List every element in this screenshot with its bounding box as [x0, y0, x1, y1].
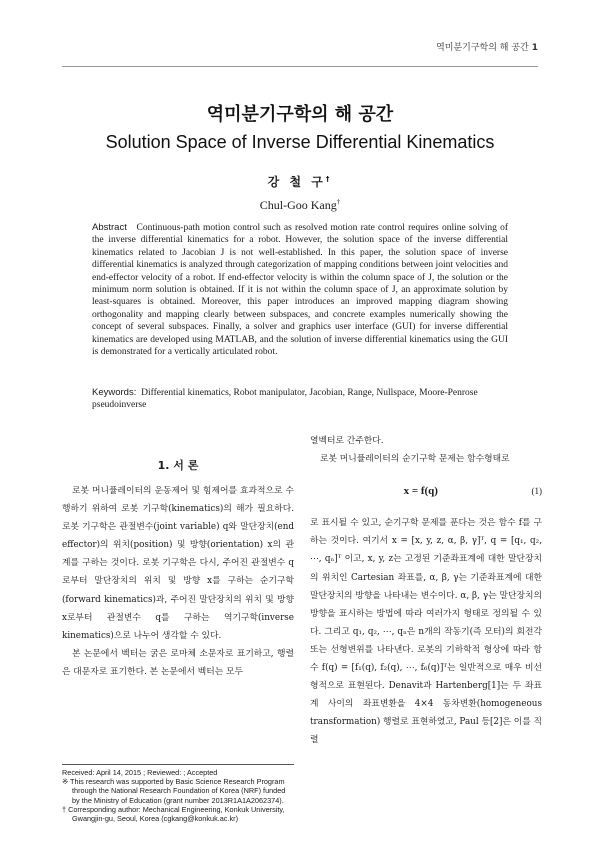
- running-head-title: 역미분기구학의 해 공간: [436, 43, 529, 53]
- equation-1-number: (1): [531, 486, 542, 497]
- author-english: [0, 198, 600, 213]
- abstract: [92, 222, 508, 358]
- footnote-support: ※ This research was supported by Basic Science Research Program through the National Research Foundation of Korea (NRF) funded by the Ministry of Education (grant number 2013R1A1A2062374).: [62, 777, 286, 805]
- section-title: 1. 서 론: [157, 459, 199, 472]
- keywords-text: Differential kinematics, Robot manipulator, Jacobian, Range, Nullspace, Moore-Penrose pseudoinverse: [92, 388, 478, 411]
- author-english-mark: †: [336, 198, 341, 206]
- keywords-label: Keywords:: [92, 387, 137, 398]
- intro-paragraph-2: 본 논문에서 벡터는 굵은 로마체 소문자로 표기하고, 행렬은 대문자로 표기한다. 본 논문에서 벡터는 모두: [62, 648, 294, 677]
- left-column: [62, 458, 294, 681]
- right-column: [310, 432, 542, 750]
- header-rule: [62, 66, 538, 67]
- author-korean-name: 강 철 구: [267, 175, 326, 189]
- abstract-text: Continuous-path motion control such as resolved motion rate control requires online solving of the inverse differential kinematics for a robot. However, the solution space of the inverse differential kinematics related to Jacobian J is not well-established. In this paper, the solution space of inverse differential kinematics is analyzed through categorization of mapping conditions between joint velocities and end-effector velocity of a robot. If end-effector velocity is within the column space of J, the solution or the minimum norm solution is obtained. If it is not within the column space of J, an approximate solution by least-squares is obtained. Moreover, this paper introduces an improved mapping diagram showing orthogonality and mapping clearly between subspaces, and concrete examples numerically showing the concept of several subspaces. Finally, a solver and graphics user interface (GUI) for inverse differential kinematics are developed using MATLAB, and the solution of inverse differential kinematics using the GUI is demonstrated for a vertically articulated robot.: [92, 223, 509, 358]
- equation-1-body: x = f(q): [403, 485, 438, 498]
- author-korean-mark: †: [325, 175, 333, 183]
- page-number: 1: [531, 43, 538, 53]
- running-head: [436, 40, 538, 53]
- author-korean: [0, 173, 600, 190]
- equation-1: [310, 482, 542, 500]
- right-paragraph-3: 로 표시될 수 있고, 순기구학 문제를 푼다는 것은 함수 f를 구하는 것이다. 여기서 x = [x, y, z, α, β, γ]ᵀ, q = [q₁, q₂, ⋯, qₙ]ᵀ 이고, x, y, z는 고정된 기준좌표계에 대한 말단장치의 위치인 Cartesian 좌표를, α, β, γ는 기준좌표계에 대한 말단장치의 방향을 나타내는 변수이다. α, β, γ는 말단장치의 방향을 표시하는 방법에 따라 여러가지 형태로 정의될 수 있다. 그리고 q₁, q₂, ⋯, qₙ은 n개의 작동기(즉 모터)의 회전각 또는 선형변위를 나타낸다. 로봇의 기하학적 형상에 따라 함수 f(q) = [f₁(q), f₂(q), ⋯, f₆(q)]ᵀ는 일반적으로 매우 비선형적으로 표현된다. Denavit과 Hartenberg[1]는 두 좌표계 사이의 좌표변환을 4×4 동차변환(homogeneous transformation) 행렬로 표현하였고, Paul 등[2]은 이를 직렬: [310, 518, 543, 746]
- footnote-received: Received: April 14, 2015 ; Reviewed: ; Accepted: [62, 768, 218, 777]
- author-english-name: Chul-Goo Kang: [259, 198, 337, 212]
- abstract-label: Abstract: [92, 222, 127, 233]
- right-paragraph-1: 열벡터로 간주한다.: [310, 436, 384, 446]
- intro-paragraph-1: 로봇 머니퓰레이터의 운동제어 및 힘제어를 효과적으로 수행하기 위하여 로봇 기구학(kinematics)의 해가 필요하다. 로봇 기구학은 관절변수(joint variable) q와 말단장치(end effector)의 위치(position) 및 방향(orientation) x의 관계를 구하는 것이다. 로봇 기구학은 다시, 주어진 관절변수 q로부터 말단장치의 위치 및 방향 x를 구하는 순기구학(forward kinematics)과, 주어진 말단장치의 위치 및 방향 x로부터 관절변수 q를 구하는 역기구학(inverse kinematics)으로 나누어 생각할 수 있다.: [62, 486, 294, 641]
- right-paragraph-2: 로봇 머니퓰레이터의 순기구학 문제는 함수형태로: [320, 454, 510, 465]
- footnote-corresponding: † Corresponding author: Mechanical Engineering, Konkuk University, Gwangjin-gu, Seoul, Korea (cgkang@konkuk.ac.kr): [62, 804, 285, 824]
- title-english: Solution Space of Inverse Differential Kinematics: [105, 132, 495, 152]
- footnotes: [62, 768, 294, 823]
- title-korean: 역미분기구학의 해 공간: [206, 104, 394, 125]
- footnote-rule: [62, 764, 294, 765]
- keywords: [92, 387, 508, 412]
